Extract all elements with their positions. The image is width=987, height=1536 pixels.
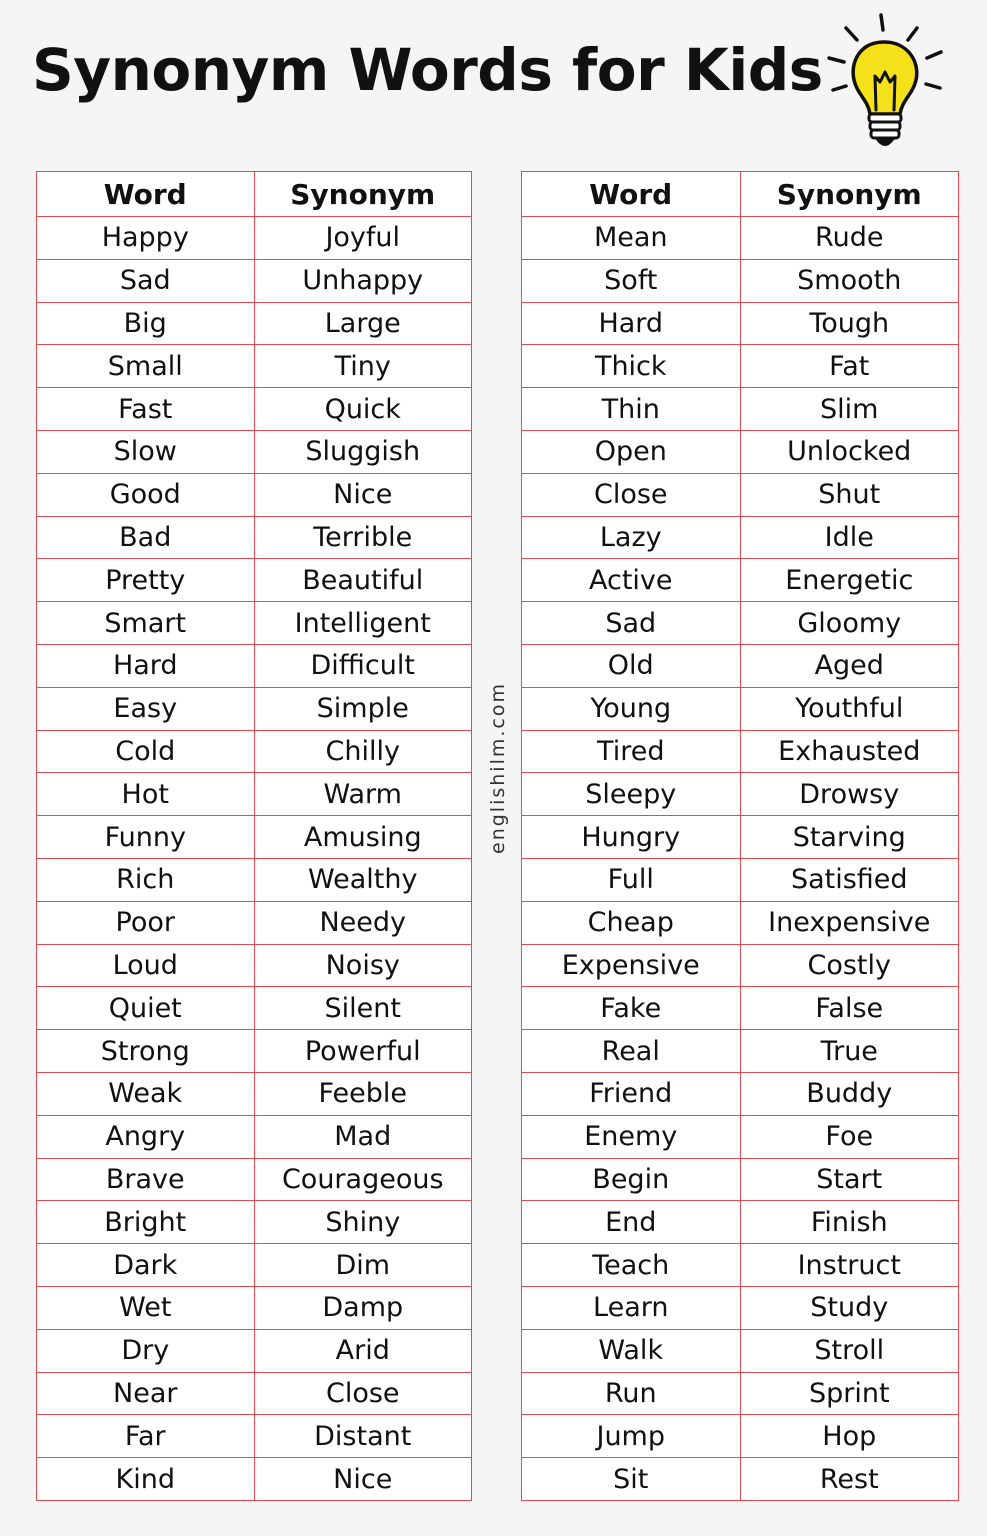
synonym-cell: Terrible <box>254 516 472 559</box>
word-cell: Cold <box>37 730 255 773</box>
synonym-cell: Joyful <box>254 217 472 260</box>
synonym-cell: Needy <box>254 901 472 944</box>
table-row <box>522 773 959 816</box>
synonym-cell: Chilly <box>254 730 472 773</box>
table-row <box>37 1286 472 1329</box>
table-row <box>37 1030 472 1073</box>
table-row <box>37 1115 472 1158</box>
word-cell: Small <box>37 345 255 388</box>
column-header-word: Word <box>37 172 255 217</box>
word-cell: Smart <box>37 602 255 645</box>
word-cell: Learn <box>522 1286 741 1329</box>
synonym-cell: Unhappy <box>254 259 472 302</box>
word-cell: Open <box>522 430 741 473</box>
table-row <box>37 1329 472 1372</box>
table-row <box>37 816 472 859</box>
word-cell: Tired <box>522 730 741 773</box>
word-cell: Bright <box>37 1201 255 1244</box>
synonym-cell: Start <box>740 1158 959 1201</box>
synonym-cell: Fat <box>740 345 959 388</box>
synonym-cell: Large <box>254 302 472 345</box>
table-row <box>522 816 959 859</box>
table-header-row <box>37 172 472 217</box>
table-row <box>522 1201 959 1244</box>
word-cell: Soft <box>522 259 741 302</box>
table-row <box>522 987 959 1030</box>
table-row <box>37 1372 472 1415</box>
table-row <box>37 1201 472 1244</box>
word-cell: Full <box>522 858 741 901</box>
word-cell: Rich <box>37 858 255 901</box>
word-cell: Hungry <box>522 816 741 859</box>
table-row <box>37 1458 472 1501</box>
synonym-cell: Buddy <box>740 1072 959 1115</box>
word-cell: Run <box>522 1372 741 1415</box>
synonym-cell: Damp <box>254 1286 472 1329</box>
word-cell: Sad <box>37 259 255 302</box>
synonym-cell: Warm <box>254 773 472 816</box>
table-row <box>37 388 472 431</box>
synonym-cell: Idle <box>740 516 959 559</box>
word-cell: Good <box>37 473 255 516</box>
synonym-cell: Finish <box>740 1201 959 1244</box>
synonym-cell: Shiny <box>254 1201 472 1244</box>
table-row <box>522 944 959 987</box>
table-row <box>37 1415 472 1458</box>
synonym-cell: Arid <box>254 1329 472 1372</box>
table-body <box>522 217 959 1501</box>
synonym-cell: Youthful <box>740 687 959 730</box>
word-cell: Easy <box>37 687 255 730</box>
word-cell: Quiet <box>37 987 255 1030</box>
table-row <box>37 1072 472 1115</box>
word-cell: Close <box>522 473 741 516</box>
table-row <box>37 473 472 516</box>
word-cell: Expensive <box>522 944 741 987</box>
synonym-cell: Nice <box>254 1458 472 1501</box>
table-row <box>522 1072 959 1115</box>
table-row <box>522 602 959 645</box>
synonym-cell: Tough <box>740 302 959 345</box>
synonym-cell: Instruct <box>740 1244 959 1287</box>
table-body <box>37 217 472 1501</box>
table-row <box>522 858 959 901</box>
synonym-cell: Nice <box>254 473 472 516</box>
table-row <box>522 430 959 473</box>
synonym-cell: Rest <box>740 1458 959 1501</box>
synonym-cell: Difficult <box>254 644 472 687</box>
table-row <box>522 559 959 602</box>
word-cell: Real <box>522 1030 741 1073</box>
table-row <box>522 302 959 345</box>
table-row <box>522 687 959 730</box>
word-cell: Wet <box>37 1286 255 1329</box>
table-row <box>37 602 472 645</box>
word-cell: Pretty <box>37 559 255 602</box>
table-row <box>522 1415 959 1458</box>
synonym-cell: Close <box>254 1372 472 1415</box>
synonym-cell: False <box>740 987 959 1030</box>
word-cell: Far <box>37 1415 255 1458</box>
watermark: englishilm.com <box>487 682 509 854</box>
synonym-cell: Noisy <box>254 944 472 987</box>
synonym-table-left <box>36 171 472 1501</box>
table-row <box>522 1286 959 1329</box>
word-cell: Sit <box>522 1458 741 1501</box>
word-cell: Hard <box>37 644 255 687</box>
word-cell: Poor <box>37 901 255 944</box>
word-cell: Teach <box>522 1244 741 1287</box>
table-row <box>37 1244 472 1287</box>
word-cell: Old <box>522 644 741 687</box>
table-row <box>522 1030 959 1073</box>
table-row <box>522 1158 959 1201</box>
synonym-cell: Starving <box>740 816 959 859</box>
synonym-table-right <box>521 171 959 1501</box>
table-row <box>37 259 472 302</box>
word-cell: Mean <box>522 217 741 260</box>
word-cell: Brave <box>37 1158 255 1201</box>
synonym-cell: Dim <box>254 1244 472 1287</box>
word-cell: Young <box>522 687 741 730</box>
word-cell: Strong <box>37 1030 255 1073</box>
synonym-cell: Simple <box>254 687 472 730</box>
table-row <box>37 987 472 1030</box>
synonym-cell: Hop <box>740 1415 959 1458</box>
word-cell: Slow <box>37 430 255 473</box>
synonym-cell: Study <box>740 1286 959 1329</box>
synonym-cell: Energetic <box>740 559 959 602</box>
table-row <box>37 858 472 901</box>
synonym-cell: Unlocked <box>740 430 959 473</box>
word-cell: Jump <box>522 1415 741 1458</box>
table-row <box>37 516 472 559</box>
table-row <box>522 516 959 559</box>
synonym-cell: Powerful <box>254 1030 472 1073</box>
word-cell: Near <box>37 1372 255 1415</box>
synonym-cell: Feeble <box>254 1072 472 1115</box>
table-row <box>522 259 959 302</box>
table-row <box>522 1115 959 1158</box>
word-cell: Kind <box>37 1458 255 1501</box>
table-header-row <box>522 172 959 217</box>
word-cell: Fake <box>522 987 741 1030</box>
word-cell: Cheap <box>522 901 741 944</box>
table-row <box>522 1458 959 1501</box>
synonym-cell: True <box>740 1030 959 1073</box>
table-row <box>522 345 959 388</box>
synonym-cell: Gloomy <box>740 602 959 645</box>
synonym-cell: Amusing <box>254 816 472 859</box>
synonym-cell: Sluggish <box>254 430 472 473</box>
synonym-cell: Quick <box>254 388 472 431</box>
column-header-word: Word <box>522 172 741 217</box>
word-cell: Active <box>522 559 741 602</box>
word-cell: Dry <box>37 1329 255 1372</box>
word-cell: Walk <box>522 1329 741 1372</box>
synonym-cell: Slim <box>740 388 959 431</box>
table-row <box>37 217 472 260</box>
table-row <box>522 730 959 773</box>
table-row <box>37 345 472 388</box>
table-row <box>37 730 472 773</box>
synonym-cell: Exhausted <box>740 730 959 773</box>
synonym-cell: Mad <box>254 1115 472 1158</box>
synonym-cell: Inexpensive <box>740 901 959 944</box>
synonym-cell: Distant <box>254 1415 472 1458</box>
page-title: Synonym Words for Kids <box>32 36 823 104</box>
column-header-synonym: Synonym <box>740 172 959 217</box>
word-cell: Loud <box>37 944 255 987</box>
synonym-cell: Drowsy <box>740 773 959 816</box>
synonym-cell: Wealthy <box>254 858 472 901</box>
word-cell: Hot <box>37 773 255 816</box>
table-row <box>37 773 472 816</box>
word-cell: Enemy <box>522 1115 741 1158</box>
synonym-cell: Sprint <box>740 1372 959 1415</box>
synonym-cell: Beautiful <box>254 559 472 602</box>
word-cell: Thick <box>522 345 741 388</box>
table-row <box>522 1372 959 1415</box>
word-cell: Fast <box>37 388 255 431</box>
synonym-cell: Costly <box>740 944 959 987</box>
table-row <box>37 644 472 687</box>
synonym-cell: Smooth <box>740 259 959 302</box>
word-cell: Thin <box>522 388 741 431</box>
synonym-cell: Shut <box>740 473 959 516</box>
synonym-cell: Aged <box>740 644 959 687</box>
word-cell: Begin <box>522 1158 741 1201</box>
word-cell: Sleepy <box>522 773 741 816</box>
table-row <box>37 687 472 730</box>
synonym-cell: Courageous <box>254 1158 472 1201</box>
lightbulb-icon <box>824 10 946 155</box>
column-header-synonym: Synonym <box>254 172 472 217</box>
word-cell: Happy <box>37 217 255 260</box>
word-cell: Big <box>37 302 255 345</box>
table-row <box>522 1244 959 1287</box>
table-row <box>522 388 959 431</box>
word-cell: End <box>522 1201 741 1244</box>
synonym-cell: Intelligent <box>254 602 472 645</box>
table-row <box>37 901 472 944</box>
word-cell: Lazy <box>522 516 741 559</box>
word-cell: Hard <box>522 302 741 345</box>
synonym-cell: Silent <box>254 987 472 1030</box>
table-row <box>522 1329 959 1372</box>
synonym-cell: Tiny <box>254 345 472 388</box>
table-row <box>522 473 959 516</box>
synonym-cell: Rude <box>740 217 959 260</box>
table-row <box>37 430 472 473</box>
synonym-cell: Stroll <box>740 1329 959 1372</box>
word-cell: Funny <box>37 816 255 859</box>
table-row <box>522 217 959 260</box>
word-cell: Angry <box>37 1115 255 1158</box>
table-row <box>522 901 959 944</box>
table-row <box>37 1158 472 1201</box>
word-cell: Friend <box>522 1072 741 1115</box>
word-cell: Weak <box>37 1072 255 1115</box>
synonym-cell: Foe <box>740 1115 959 1158</box>
word-cell: Sad <box>522 602 741 645</box>
table-row <box>37 559 472 602</box>
table-row <box>37 302 472 345</box>
table-row <box>522 644 959 687</box>
word-cell: Dark <box>37 1244 255 1287</box>
word-cell: Bad <box>37 516 255 559</box>
table-row <box>37 944 472 987</box>
synonym-cell: Satisfied <box>740 858 959 901</box>
